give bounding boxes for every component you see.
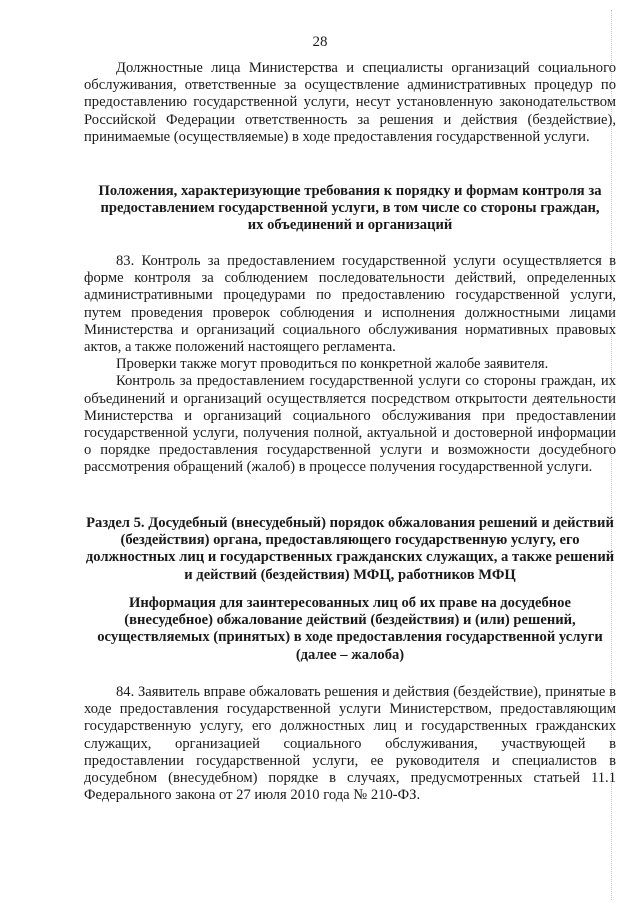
provisions-heading: Положения, характеризующие требования к порядку и формам контроля за предоставлением государственной услуги, в том числе со стороны граждан, их объединений и организаций [98, 183, 602, 234]
page-number: 28 [312, 34, 328, 50]
information-heading: Информация для заинтересованных лиц об их праве на досудебное (внесудебное) обжалование действий (бездействия) и (или) решений, осуществляемых (принятых) в ходе предоставления государственной услуги (далее – жалоба) [97, 595, 603, 663]
provisions-heading-block [96, 183, 604, 235]
paragraph-control: Контроль за предоставлением государственной услуги со стороны граждан, их объединений и организаций осуществляется посредством открытости деятельности Министерства и организаций социального обслуживания при предоставлении государственной услуги, получения полной, актуальной и достоверной информации о порядке предоставления государственной услуги и возможности досудебного рассмотрения обращений (жалоб) в процессе получения государственной услуги. [84, 373, 616, 476]
paragraph-83: 83. Контроль за предоставлением государственной услуги осуществляется в форме контроля за соблюдением последовательности действий, определенных административными процедурами по предоставлению государственной услуги, путем проведения проверок соблюдения и исполнения должностными лицами Министерства и организаций социального обслуживания нормативных правовых актов, а также положений настоящего регламента. [84, 253, 616, 356]
intro-block [84, 60, 616, 146]
section5-heading: Раздел 5. Досудебный (внесудебный) порядок обжалования решений и действий (бездействия) органа, предоставляющего государственную услугу, его должностных лиц и государственных гражданских служащих, а также решений и действий (бездействия) МФЦ, работников МФЦ [85, 515, 615, 583]
section5-heading-block [82, 515, 618, 584]
control-block [84, 253, 616, 477]
paragraph-84: 84. Заявитель вправе обжаловать решения и действия (бездействие), принятые в ходе предоставления государственной услуги Министерством, предоставляющим государственную услугу, его должностных лиц и государственных гражданских служащих, организацией социального обслуживания, участвующей в предоставлении государственной услуги, ее руководителя и специалистов в досудебном (внесудебном) порядке в случаях, предусмотренных статьей 11.1 Федерального закона от 27 июля 2010 года № 210-ФЗ. [84, 684, 616, 804]
intro-paragraph: Должностные лица Министерства и специалисты организаций социального обслуживания, ответственные за осуществление административных процедур по предоставлению государственной услуги, несут установленную законодательством Российской Федерации ответственность за решения и действия (бездействие), принимаемые (осуществляемые) в ходе предоставления государственной услуги. [84, 60, 616, 145]
information-heading-block [92, 595, 608, 664]
appeal-block [84, 684, 616, 804]
paragraph-checks: Проверки также могут проводиться по конкретной жалобе заявителя. [116, 356, 549, 373]
